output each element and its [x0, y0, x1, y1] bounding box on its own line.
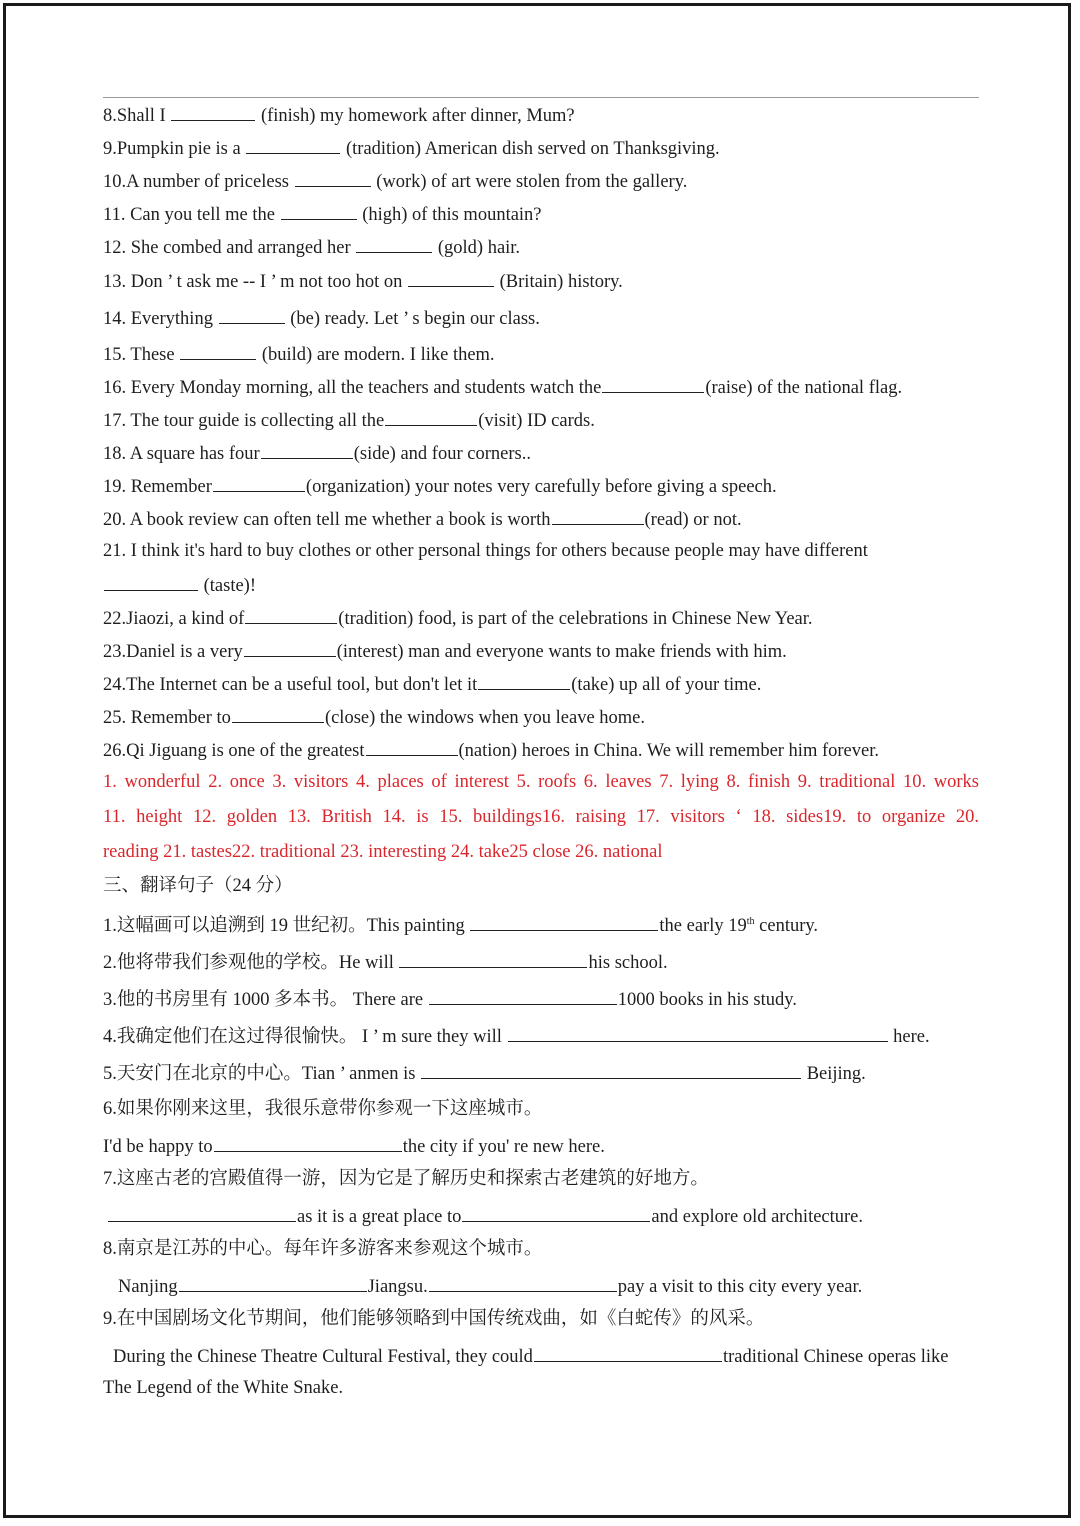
question-9: [103, 135, 720, 161]
question-11: [103, 201, 542, 227]
translation-6: [103, 1133, 605, 1159]
answer-blank[interactable]: [602, 374, 704, 393]
answer-blank[interactable]: [108, 1203, 296, 1222]
answer-blank[interactable]: [295, 168, 371, 187]
answer-blank[interactable]: [421, 1060, 801, 1079]
answer-blank[interactable]: [462, 1203, 650, 1222]
question-text: 3.他的书房里有 1000 多本书。 There are: [103, 990, 424, 1010]
question-text: 24.The Internet can be a useful tool, but don't let it: [103, 675, 478, 695]
question-text: his school.: [588, 953, 668, 973]
answer-blank[interactable]: [478, 671, 570, 690]
translation-6-chinese: 6.如果你刚来这里，我很乐意带你参观一下这座城市。: [103, 1099, 543, 1119]
header-rule: [103, 97, 979, 98]
answer-blank[interactable]: [429, 986, 617, 1005]
question-text: 2.他将带我们参观他的学校。He will: [103, 953, 394, 973]
question-text: During the Chinese Theatre Cultural Festival, they could: [113, 1347, 533, 1367]
question-text: 26.Qi Jiguang is one of the greatest: [103, 741, 365, 761]
answer-blank[interactable]: [534, 1343, 722, 1362]
answer-blank[interactable]: [508, 1023, 888, 1042]
answer-blank[interactable]: [552, 506, 644, 525]
question-text: the city if you' re new here.: [402, 1137, 605, 1157]
question-text: (taste)!: [203, 576, 257, 596]
translation-1: [103, 912, 818, 938]
question-text: here.: [893, 1027, 930, 1047]
question-text: 11. Can you tell me the: [103, 205, 275, 225]
question-text: 4.我确定他们在这过得很愉快。 I ’ m sure they will: [103, 1027, 502, 1047]
answer-blank[interactable]: [399, 949, 587, 968]
question-26: [103, 737, 879, 763]
answer-blank[interactable]: [219, 305, 285, 324]
question-text: 22.Jiaozi, a kind of: [103, 609, 245, 629]
question-text: century.: [759, 916, 819, 936]
question-text: (tradition) American dish served on Thanksgiving.: [345, 139, 720, 159]
question-text: (Britain) history.: [499, 272, 623, 292]
question-text: 1.这幅画可以追溯到 19 世纪初。This painting: [103, 916, 465, 936]
answer-blank[interactable]: [246, 135, 340, 154]
question-text: 5.天安门在北京的中心。Tian ’ anmen is: [103, 1064, 416, 1084]
translation-5: [103, 1060, 866, 1086]
translation-7: [107, 1203, 863, 1229]
question-text: as it is a great place to: [297, 1207, 462, 1227]
question-16: [103, 374, 902, 400]
superscript: th: [746, 915, 755, 927]
translation-8: [118, 1273, 862, 1299]
answer-blank[interactable]: [171, 102, 255, 121]
question-13: [103, 268, 623, 294]
translation-8-chinese: 8.南京是江苏的中心。每年许多游客来参观这个城市。: [103, 1239, 543, 1259]
translation-2: [103, 949, 668, 975]
question-text: 1000 books in his study.: [617, 990, 797, 1010]
question-text: 15. These: [103, 345, 175, 365]
answer-blank[interactable]: [214, 1133, 402, 1152]
answer-key-line-3: reading 21. tastes22. traditional 23. interesting 24. take25 close 26. national: [103, 842, 663, 862]
question-text: 18. A square has four: [103, 444, 260, 464]
question-text: (side) and four corners..: [353, 444, 531, 464]
translation-7-chinese: 7.这座古老的宫殿值得一游，因为它是了解历史和探索古老建筑的好地方。: [103, 1169, 709, 1189]
translation-3: [103, 986, 797, 1012]
answer-blank[interactable]: [366, 737, 458, 756]
answer-blank[interactable]: [429, 1273, 617, 1292]
question-23: [103, 638, 787, 664]
answer-blank[interactable]: [281, 201, 357, 220]
question-text: (build) are modern. I like them.: [261, 345, 495, 365]
question-text: 10.A number of priceless: [103, 172, 289, 192]
question-text: 13. Don ’ t ask me -- I ’ m not too hot on: [103, 272, 403, 292]
question-21-cont: [103, 572, 256, 598]
answer-blank[interactable]: [179, 1273, 367, 1292]
section-3-title: 三、翻译句子（24 分）: [103, 876, 293, 896]
answer-blank[interactable]: [261, 440, 353, 459]
question-text: Nanjing: [118, 1277, 178, 1297]
question-text: 14. Everything: [103, 309, 213, 329]
question-text: (read) or not.: [644, 510, 742, 530]
question-text: pay a visit to this city every year.: [617, 1277, 863, 1297]
question-text: 9.Pumpkin pie is a: [103, 139, 241, 159]
answer-blank[interactable]: [245, 605, 337, 624]
question-text: (organization) your notes very carefully before giving a speech.: [305, 477, 777, 497]
answer-blank[interactable]: [470, 912, 658, 931]
question-text: (finish) my homework after dinner, Mum?: [260, 106, 575, 126]
question-17: [103, 407, 595, 433]
question-text: Beijing.: [806, 1064, 866, 1084]
answer-key-line-2: 11. height 12. golden 13. British 14. is 15. buildings16. raising 17. visitors ‘ 18. sides19. to organize 20.: [103, 807, 979, 827]
question-10: [103, 168, 687, 194]
question-text: 8.Shall I: [103, 106, 166, 126]
question-text: and explore old architecture.: [651, 1207, 864, 1227]
answer-blank[interactable]: [180, 341, 256, 360]
question-text: (take) up all of your time.: [571, 675, 762, 695]
question-text: 12. She combed and arranged her: [103, 238, 351, 258]
question-21: [103, 539, 868, 563]
answer-blank[interactable]: [356, 234, 432, 253]
question-text: 20. A book review can often tell me whether a book is worth: [103, 510, 551, 530]
question-text: I'd be happy to: [103, 1137, 213, 1157]
question-text: (close) the windows when you leave home.: [324, 708, 646, 728]
question-text: (work) of art were stolen from the gallery.: [376, 172, 688, 192]
question-24: [103, 671, 761, 697]
question-14: [103, 305, 540, 331]
question-12: [103, 234, 520, 260]
question-text: (interest) man and everyone wants to make friends with him.: [336, 642, 787, 662]
question-20: [103, 506, 742, 532]
translation-9: [113, 1343, 948, 1369]
answer-blank[interactable]: [213, 473, 305, 492]
question-text: 21. I think it's hard to buy clothes or other personal things for others because people may have different: [103, 541, 868, 561]
answer-key-line-1: 1. wonderful 2. once 3. visitors 4. places of interest 5. roofs 6. leaves 7. lying 8. finish 9. traditional 10. works: [103, 772, 979, 792]
answer-blank[interactable]: [104, 572, 198, 591]
translation-9-cont: The Legend of the White Snake.: [103, 1378, 344, 1398]
question-text: 23.Daniel is a very: [103, 642, 243, 662]
question-19: [103, 473, 777, 499]
question-text: (raise) of the national flag.: [705, 378, 903, 398]
question-18: [103, 440, 531, 466]
question-text: (high) of this mountain?: [362, 205, 542, 225]
question-text: the early 19: [659, 916, 747, 936]
answer-blank[interactable]: [232, 704, 324, 723]
question-text: (be) ready. Let ’ s begin our class.: [290, 309, 540, 329]
question-text: Jiangsu.: [367, 1277, 428, 1297]
answer-blank[interactable]: [408, 268, 494, 287]
translation-4: [103, 1023, 930, 1049]
answer-blank[interactable]: [244, 638, 336, 657]
question-25: [103, 704, 645, 730]
translation-9-chinese: 9.在中国剧场文化节期间，他们能够领略到中国传统戏曲，如《白蛇传》的风采。: [103, 1309, 765, 1329]
question-text: (tradition) food, is part of the celebrations in Chinese New Year.: [338, 609, 813, 629]
question-text: 17. The tour guide is collecting all the: [103, 411, 385, 431]
answer-blank[interactable]: [385, 407, 477, 426]
question-text: 16. Every Monday morning, all the teachers and students watch the: [103, 378, 602, 398]
question-text: 25. Remember to: [103, 708, 231, 728]
question-8: [103, 102, 575, 128]
question-text: (nation) heroes in China. We will remember him forever.: [458, 741, 879, 761]
question-text: traditional Chinese operas like: [722, 1347, 949, 1367]
question-text: 19. Remember: [103, 477, 212, 497]
question-text: (visit) ID cards.: [478, 411, 595, 431]
question-22: [103, 605, 813, 631]
question-text: (gold) hair.: [437, 238, 521, 258]
question-15: [103, 341, 495, 367]
